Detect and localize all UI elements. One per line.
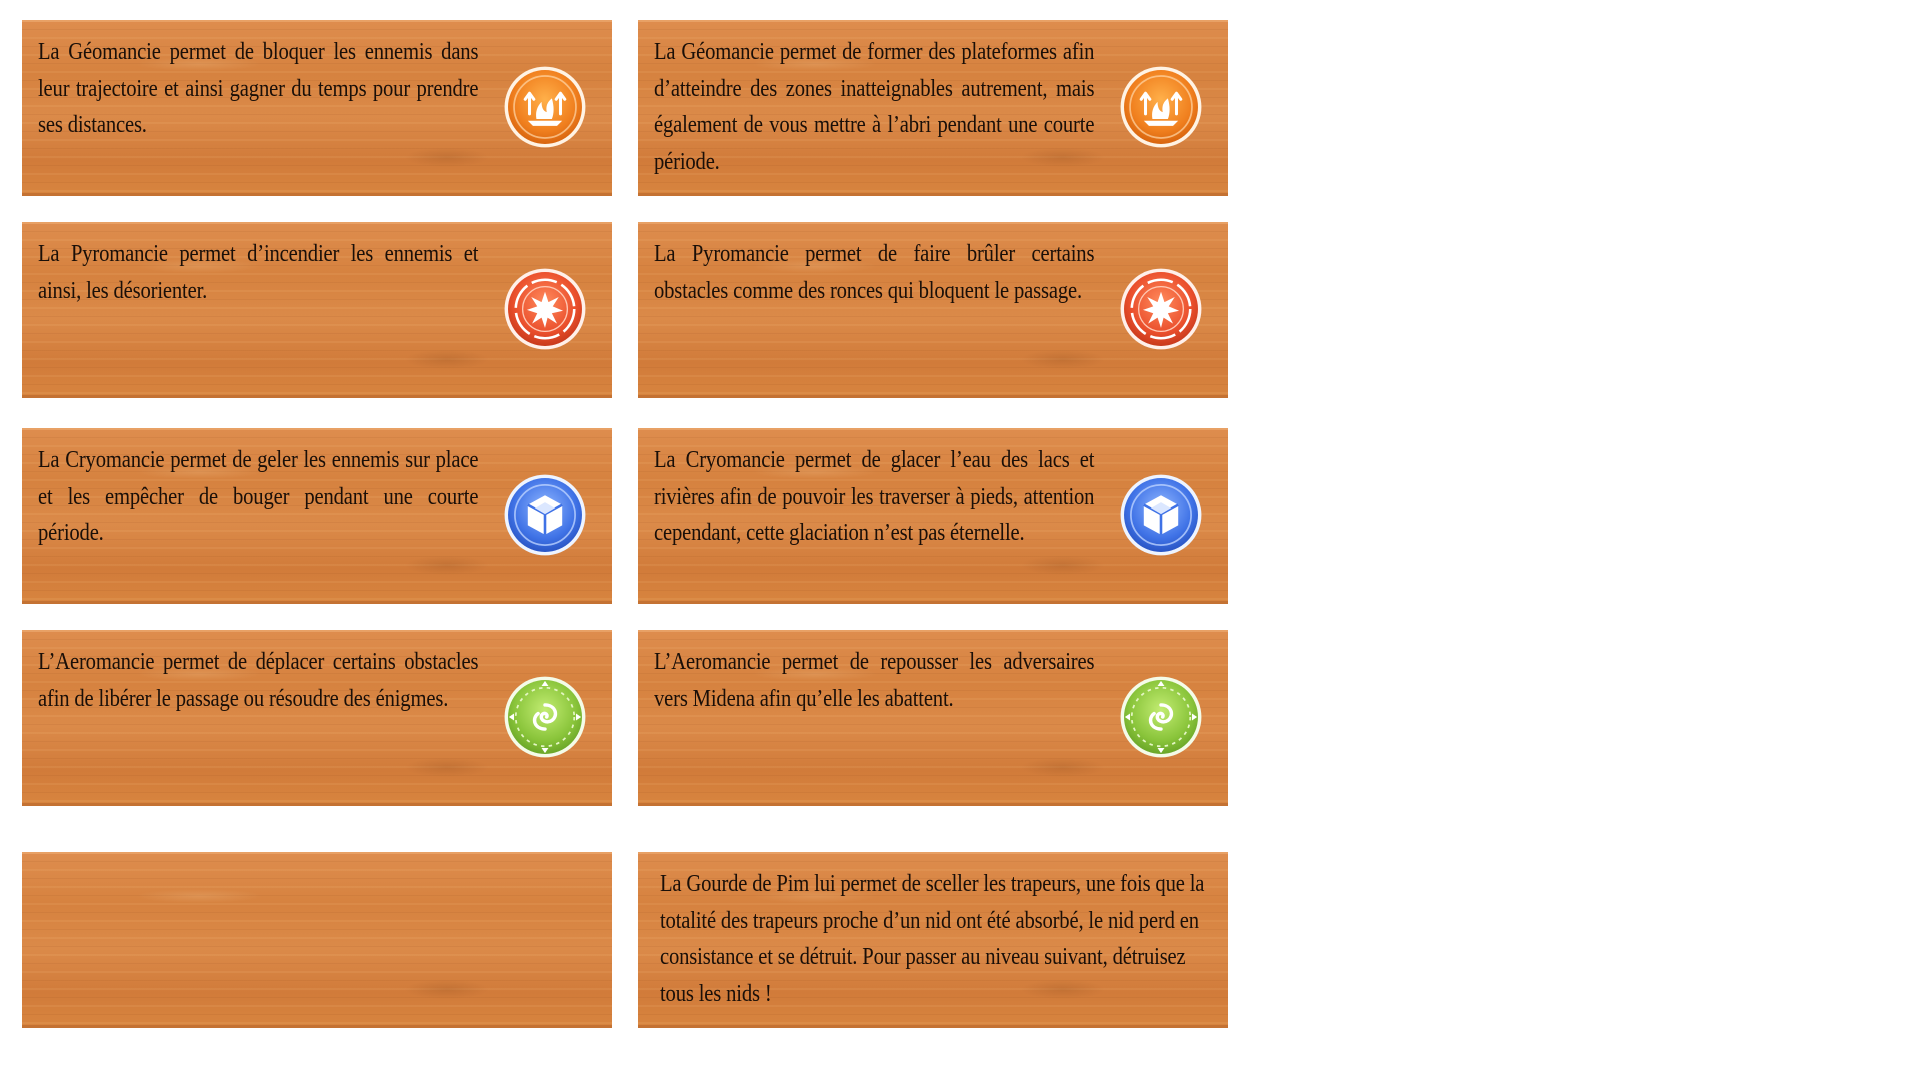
earth-rise-icon [1118,64,1204,150]
wind-swirl-icon [1118,674,1204,760]
card-gourde-de-pim [638,852,1228,1028]
card-geomancy-explore [638,20,1228,196]
card-geomancy-combat [22,20,612,196]
card-blank [22,852,612,1028]
card-text: L’Aeromancie permet de déplacer certains obstacles afin de libérer le passage ou résoudre des énigmes. [38,649,479,712]
ice-cube-icon [1118,472,1204,558]
card-text: La Pyromancie permet d’incendier les ennemis et ainsi, les désorienter. [38,241,479,304]
card-text: La Cryomancie permet de geler les ennemis sur place et les empêcher de bouger pendant une courte période. [38,447,479,546]
wind-swirl-icon [502,674,588,760]
card-text: La Gourde de Pim lui permet de sceller les trapeurs, une fois que la totalité des trapeurs proche d’un nid ont été absorbé, le nid perd en consistance et se détruit. Pour passer au niveau suivant, détruisez tous les nids ! [660,871,1205,1007]
card-text: La Cryomancie permet de glacer l’eau des lacs et rivières afin de pouvoir les traverser à pieds, attention cependant, cette glaciation n’est pas éternelle. [654,447,1095,546]
card-aeromancy-combat [638,630,1228,806]
fire-burst-icon [502,266,588,352]
card-text: La Géomancie permet de bloquer les ennemis dans leur trajectoire et ainsi gagner du temps pour prendre ses distances. [38,39,479,138]
card-aeromancy-explore [22,630,612,806]
card-pyromancy-explore [638,222,1228,398]
earth-rise-icon [502,64,588,150]
card-text: La Pyromancie permet de faire brûler certains obstacles comme des ronces qui bloquent le passage. [654,241,1095,304]
card-text: L’Aeromancie permet de repousser les adversaires vers Midena afin qu’elle les abattent. [654,649,1095,712]
card-cryomancy-explore [638,428,1228,604]
fire-burst-icon [1118,266,1204,352]
card-text: La Géomancie permet de former des plateformes afin d’atteindre des zones inatteignables autrement, mais également de vous mettre à l’abri pendant une courte période. [654,39,1095,175]
ice-cube-icon [502,472,588,558]
card-cryomancy-combat [22,428,612,604]
card-pyromancy-combat [22,222,612,398]
